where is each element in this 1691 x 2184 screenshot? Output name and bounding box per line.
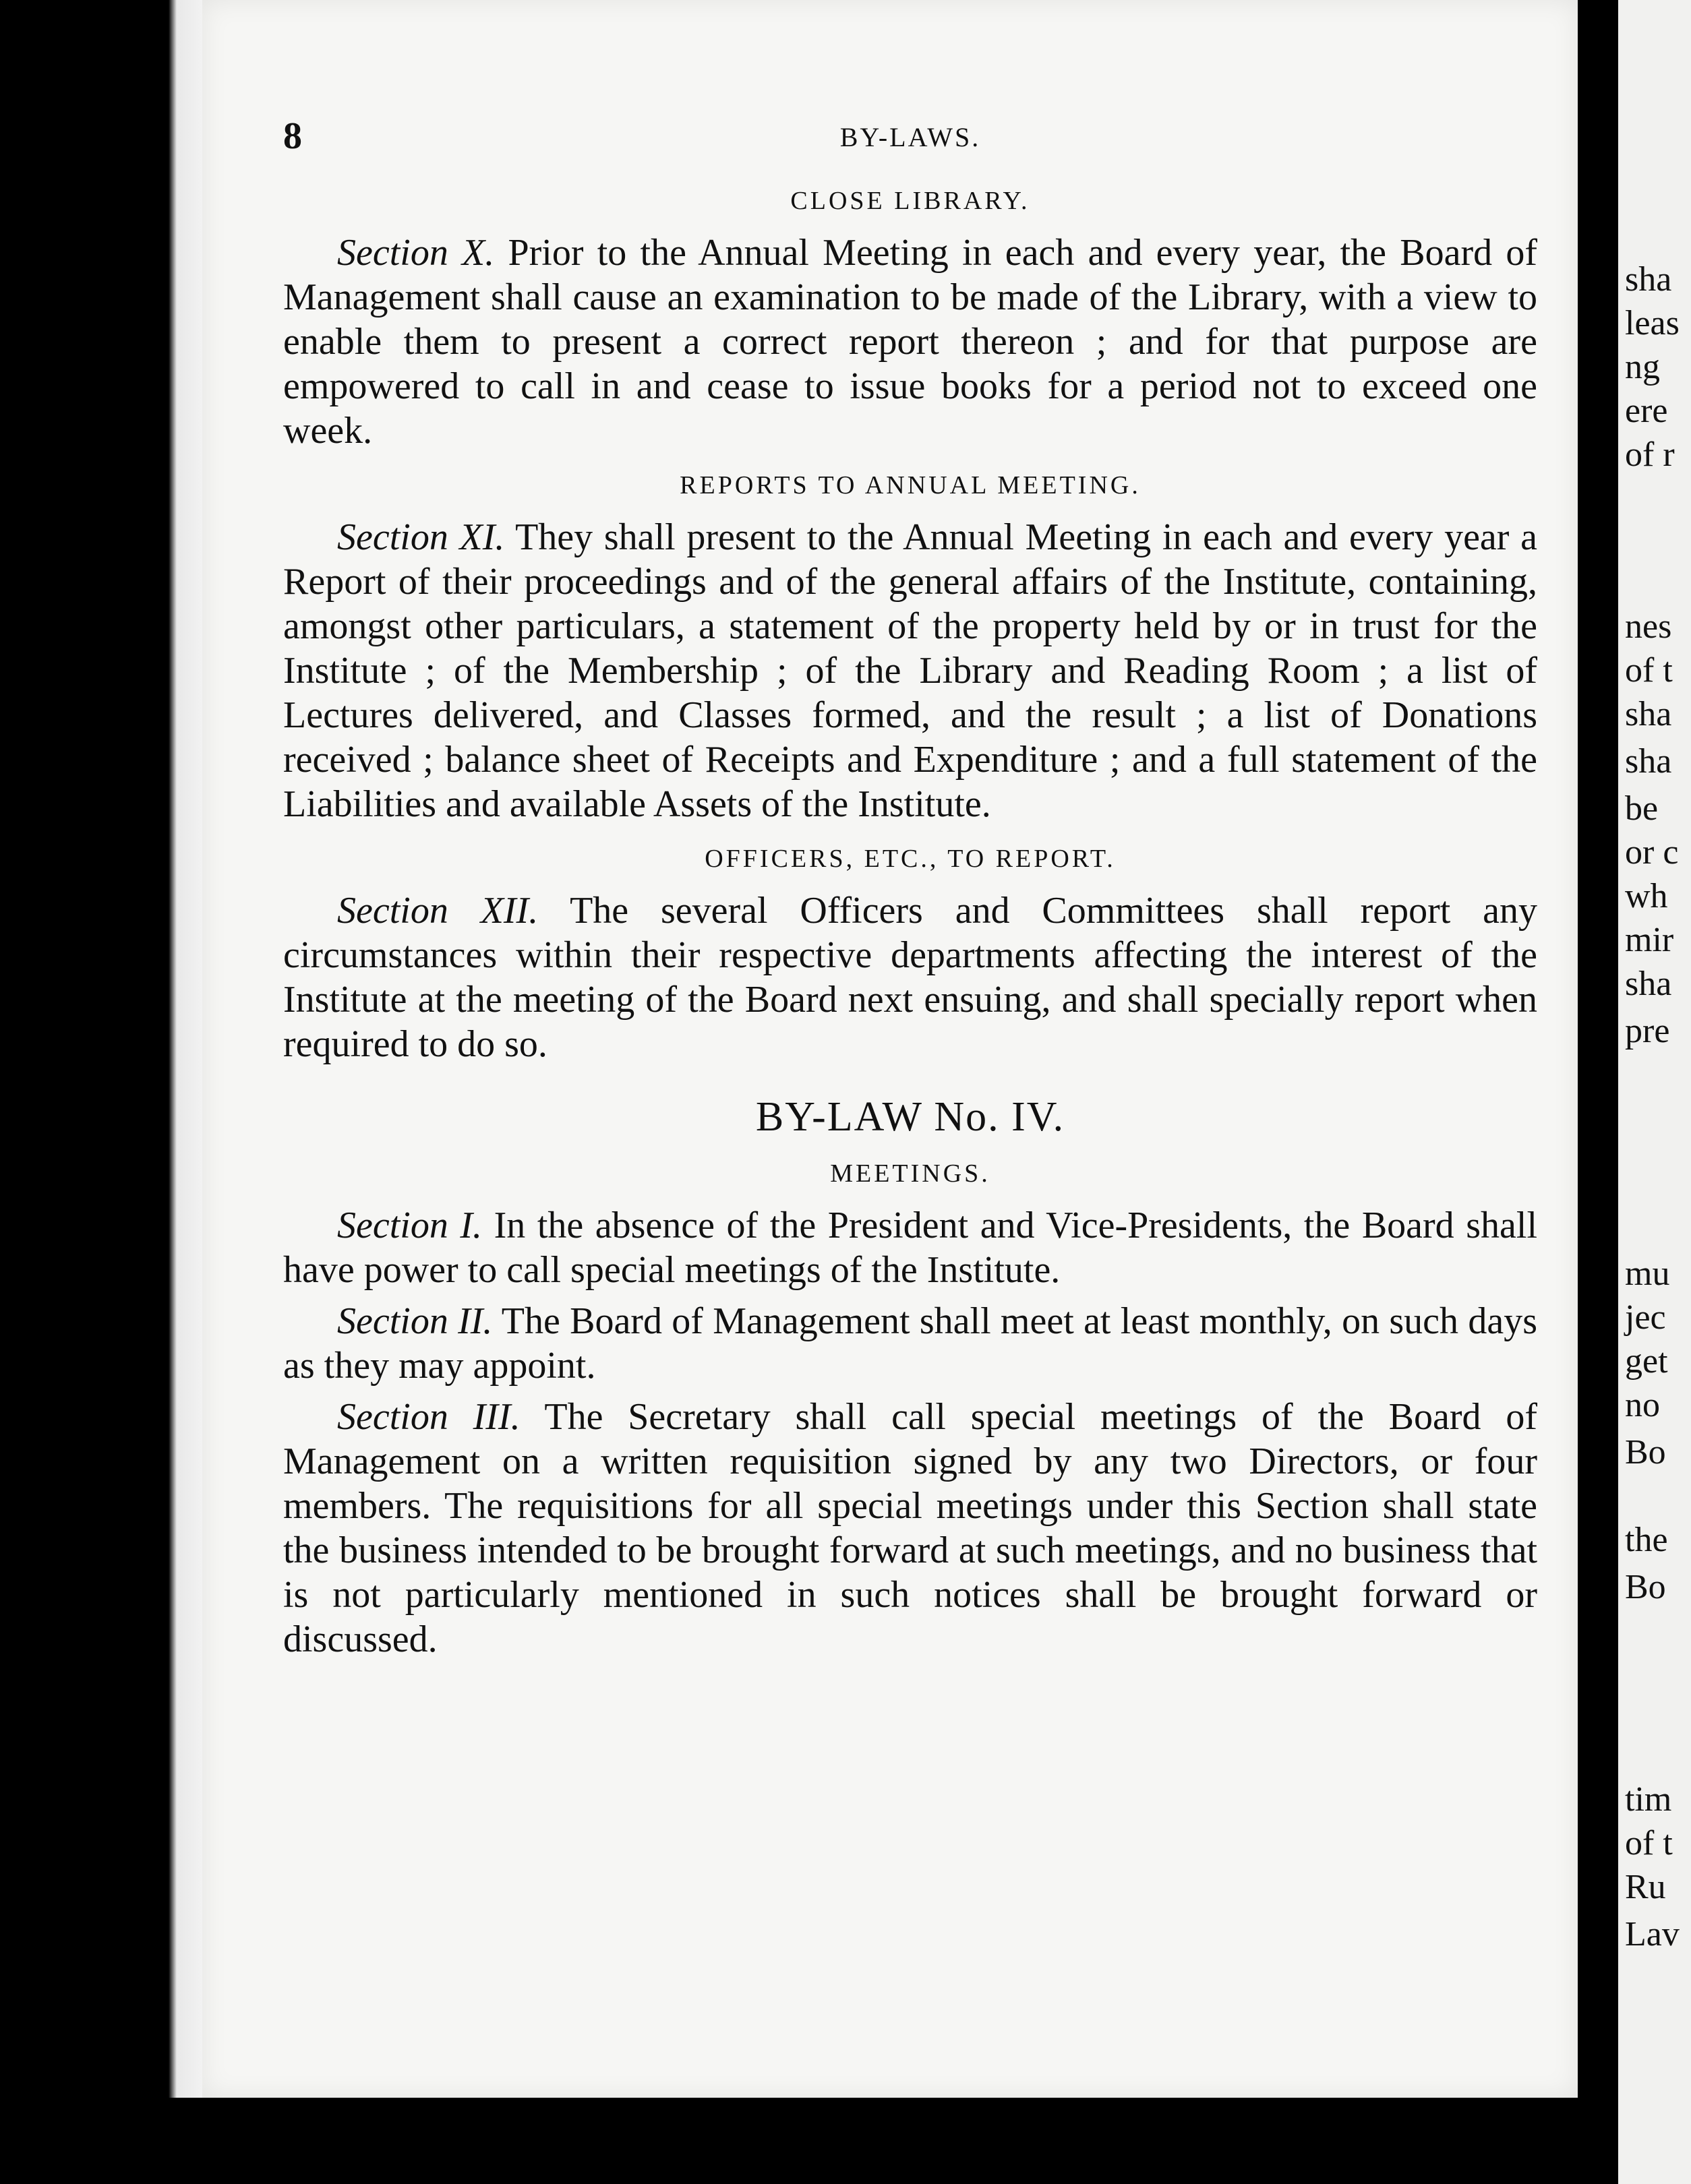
section-text: The Board of Management shall meet at least monthly, on such days as they may appoint. [283,1300,1537,1387]
section-officers-report [283,844,1537,1066]
meetings-section-paragraph [283,1203,1537,1292]
fragment-text: be [1625,789,1659,828]
fragment-text: Bo [1625,1568,1666,1606]
fragment-text: get [1625,1342,1668,1381]
page-content [283,115,1537,1668]
fragment-text: ere [1625,392,1668,430]
section-label: Section XI. [337,516,505,558]
section-reports-annual-meeting [283,471,1537,826]
book-gutter [1578,0,1618,2184]
running-title: BY-LAWS. [839,122,981,152]
fragment-text: sha [1625,965,1672,1003]
fragment-text: Ru [1625,1868,1666,1906]
scan-left-edge [0,0,202,2184]
section-close-library [283,186,1537,453]
section-text: The Secretary shall call special meetings of the Board of Management on a written requisition signed by any two Directors, or four members. The requisitions for all special meetings under this Section shall state the business intended to be brought forward at such meetings, and no business that is not particularly mentioned in such notices shall be brought forward or discussed. [283,1396,1537,1660]
fragment-text: Bo [1625,1433,1666,1472]
section-text: They shall present to the Annual Meeting in each and every year a Report of their proceedings and of the general affairs of the Institute, containing, amongst other particulars, a statement of the property held by or in trust for the Institute ; of the Membership ; of the Library and Reading Room ; a list of Lectures delivered, and Classes formed, and the result ; a list of Donations received ; balance sheet of Receipts and Expenditure ; and a full statement of the Liabilities and available Assets of the Institute. [283,516,1537,825]
section-paragraph [283,888,1537,1066]
fragment-text: jec [1625,1298,1666,1337]
section-heading: OFFICERS, ETC., TO REPORT. [705,845,1116,873]
fragment-text: of t [1625,651,1673,690]
fragment-text: of t [1625,1824,1673,1862]
fragment-text: Lav [1625,1915,1680,1953]
fragment-text: no [1625,1386,1660,1424]
running-head [283,115,1537,169]
meetings-section-paragraph [283,1395,1537,1662]
fragment-text: tim [1625,1780,1672,1819]
fragment-text: sha [1625,260,1672,299]
section-text: In the absence of the President and Vice-Presidents, the Board shall have power to call special meetings of the Institute. [283,1205,1538,1291]
fragment-text: sha [1625,742,1672,781]
fragment-text: sha [1625,695,1672,733]
bylaw-title: BY-LAW No. IV. [755,1094,1065,1140]
section-label: Section XII. [337,890,539,932]
section-label: Section X. [337,232,495,274]
fragment-text: of r [1625,435,1675,474]
section-paragraph [283,515,1537,826]
section-text: The several Officers and Committees shall report any circumstances within their respective departments affecting the interest of the Institute at the meeting of the Board next ensuing, and shall specially report when required to do so. [283,890,1537,1065]
section-paragraph [283,231,1537,453]
meetings-heading: MEETINGS. [830,1159,990,1188]
fragment-text: leas [1625,304,1680,342]
page-number: 8 [283,115,302,157]
section-label: Section I. [337,1205,483,1246]
section-heading: CLOSE LIBRARY. [790,187,1030,215]
fragment-text: wh [1625,877,1668,915]
fragment-text: mir [1625,921,1674,959]
scan-bottom-edge [169,2098,1584,2184]
fragment-text: pre [1625,1012,1670,1050]
section-text: Prior to the Annual Meeting in each and every year, the Board of Management shall cause an examination to be made of the Library, with a view to enable them to present a correct report thereon ; and for that purpose are empowered to call in and cease to issue books for a period not to exceed one week. [283,232,1537,452]
section-heading: REPORTS TO ANNUAL MEETING. [680,471,1141,499]
fragment-text: nes [1625,607,1672,646]
book-page [202,0,1578,2098]
adjacent-page-fragment [1618,0,1691,2184]
section-label: Section III. [337,1396,521,1438]
fragment-text: or c [1625,833,1679,872]
fragment-text: mu [1625,1254,1670,1293]
meetings-section-paragraph [283,1299,1537,1388]
fragment-text: ng [1625,348,1660,386]
section-label: Section II. [337,1300,493,1342]
fragment-text: the [1625,1521,1668,1559]
